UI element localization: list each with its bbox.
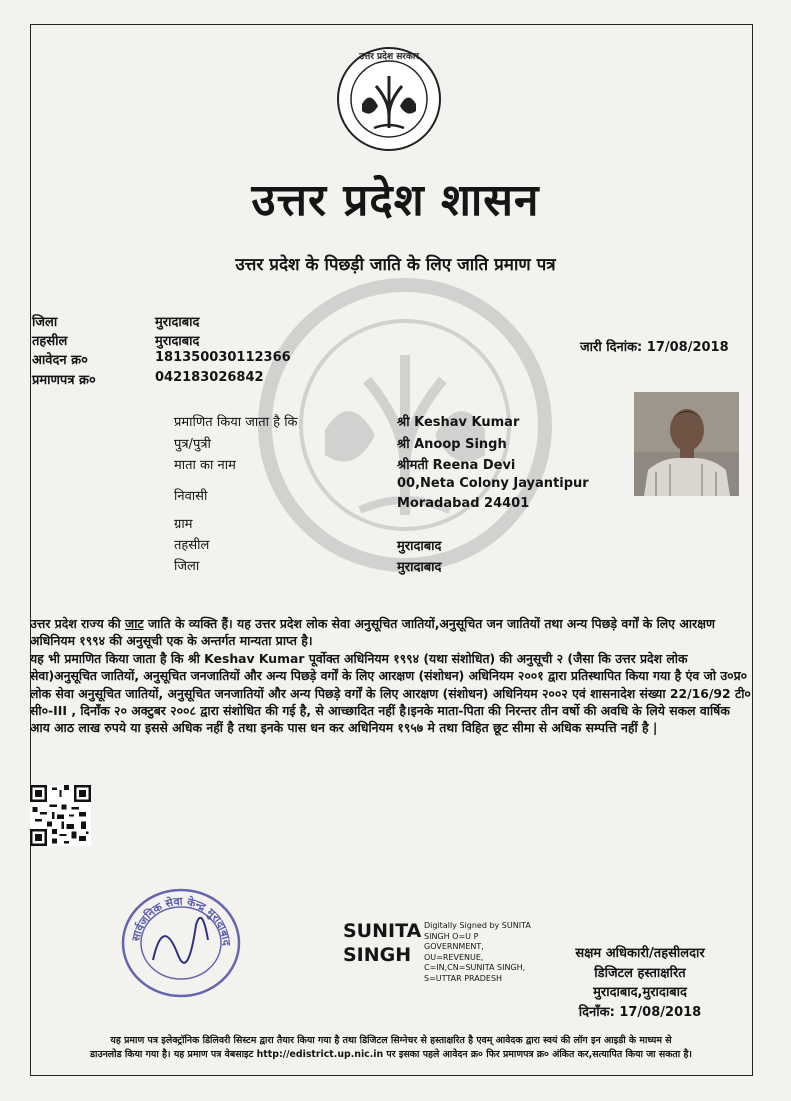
certified-label: प्रमाणित किया जाता है कि	[174, 415, 298, 430]
certificate-footer	[30, 1034, 752, 1062]
person-district-label: जिला	[174, 559, 200, 574]
qr-code	[30, 785, 91, 846]
district-value: मुरादाबाद	[155, 315, 200, 330]
digital-signature-name	[343, 919, 421, 967]
village-label: ग्राम	[174, 517, 193, 532]
caste-name: जाट	[125, 616, 144, 631]
body-p2-text-a: यह भी प्रमाणित किया जाता है कि	[30, 650, 188, 666]
district-label: जिला	[32, 315, 58, 330]
signature-detail-line: S=UTTAR PRADESH	[424, 973, 503, 983]
certificate-number-label: प्रमाणपत्र क्र०	[32, 373, 96, 388]
authority-digital-signed: डिजिटल हस्ताक्षरित	[594, 965, 686, 981]
signing-authority	[555, 944, 725, 1022]
mother-name: श्रीमती Reena Devi	[397, 458, 516, 473]
applicant-photo	[634, 392, 739, 496]
body-p1-text-b: जाति के व्यक्ति हैं। यह उत्तर प्रदेश लोक सेवा अनुसूचित जातियों,अनुसूचित जन जातियों तथा अन्य पिछड़े वर्गों के लिए आरक्षण अधिनियम १९९४ की अनुसूची एक के अन्तर्गत मान्यता प्राप्त है।	[30, 616, 715, 649]
person-name: श्री Keshav Kumar	[397, 415, 520, 430]
signature-detail-line: OU=REVENUE,	[424, 952, 484, 962]
child-of-label: पुत्र/पुत्री	[174, 437, 211, 452]
person-district-value: मुरादाबाद	[397, 560, 442, 575]
signer-first-name: SUNITA	[343, 920, 422, 942]
body-p1-text-a: उत्तर प्रदेश राज्य की	[30, 616, 126, 631]
address-line-2: Moradabad 24401	[397, 496, 530, 511]
signature-detail-line: Digitally Signed by SUNITA	[424, 921, 531, 930]
body-paragraph-2	[30, 650, 752, 737]
address-line-1: 00,Neta Colony Jayantipur	[397, 476, 589, 491]
signer-last-name: SINGH	[343, 944, 412, 966]
mother-label: माता का नाम	[174, 458, 236, 473]
certificate-subtitle: उत्तर प्रदेश के पिछड़ी जाति के लिए जाति प्रमाण पत्र	[235, 255, 556, 275]
certificate-body	[30, 615, 752, 737]
footer-line-2: डाउनलोड किया गया है। यह प्रमाण पत्र वेबसाइट http://edistrict.up.nic.in पर इसका पहले आवेदन क्र० फिर प्रमाणपत्र क्र० अंकित कर,सत्यापित किया जा सकता है।	[90, 1049, 692, 1060]
application-number-value: 181350030112366	[155, 350, 291, 365]
resident-label: निवासी	[174, 489, 208, 504]
digital-signature-details	[424, 921, 534, 984]
emblem-text: उत्तर प्रदेश सरकार	[359, 52, 419, 62]
seal-text: सार्वजनिक सेवा केन्द्र मुरादाबाद	[129, 894, 234, 947]
body-paragraph-1	[30, 615, 752, 650]
person-tehsil-value: मुरादाबाद	[397, 539, 442, 554]
body-p2-text-b: पूर्वोक्त अधिनियम १९९४ (यथा संशोधित) की अनुसूची २ (जैसा कि उत्तर प्रदेश लोक सेवा)अनुसूचित जातियों, अनुसूचित जनजातियों और अन्य पिछड़े वर्गों के लिए आरक्षण (संशोधन) अधिनियम २००१ द्वारा प्रतिस्थापित किया गया है एंव जो उ०प्र० लोक सेवा अनुसूचित जातियों, अनुसूचित जनजातियों और अन्य पिछड़े वर्गों के लिए आरक्षण (संशोधन) अधिनियम २००२ एवं शासनादेश संख्या 22/16/92 टी० सी०-III , दिनाँक २० अक्टुबर २००८ द्वारा संशोधित की गई है, से आच्छादित नहीं है।इनके माता-पिता की निरन्तर तीन वर्षो की अवधि के लिये सकल वार्षिक आय आठ लाख रुपये या इससे अधिक नहीं है तथा इनके पास धन कर अधिनियम १९५७ मे तथा विहित छूट सीमा से अधिक सम्पत्ति नहीं है |	[30, 650, 751, 736]
footer-line-1: यह प्रमाण पत्र इलेक्ट्रॉनिक डिलिवरी सिस्टम द्वारा तैयार किया गया है तथा डिजिटल सिग्नेचर से हस्ताक्षरित है एवम् आवेदक द्वारा स्वयं की लॉग इन आइडी के माध्यम से	[110, 1035, 672, 1046]
tehsil-value: मुरादाबाद	[155, 334, 200, 349]
signature-detail-line: C=IN,CN=SUNITA SINGH,	[424, 963, 526, 972]
application-number-label: आवेदन क्र०	[32, 353, 88, 368]
tehsil-label: तहसील	[32, 334, 68, 349]
signature-detail-line: SINGH O=U P	[424, 931, 479, 941]
issue-date: जारी दिनांक: 17/08/2018	[580, 340, 729, 355]
authority-date: दिनाँक: 17/08/2018	[578, 1004, 702, 1020]
state-emblem	[336, 46, 442, 152]
person-tehsil-label: तहसील	[174, 538, 210, 553]
father-name: श्री Anoop Singh	[397, 437, 507, 452]
signature-detail-line: GOVERNMENT,	[424, 942, 484, 951]
body-person-name: श्री Keshav Kumar	[187, 650, 305, 666]
page-title: उत्तर प्रदेश शासन	[251, 175, 540, 226]
authority-location: मुरादाबाद,मुरादाबाद	[593, 985, 687, 1000]
certificate-number-value: 042183026842	[155, 370, 264, 385]
official-seal	[118, 885, 244, 999]
authority-designation: सक्षम अधिकारी/तहसीलदार	[575, 946, 705, 961]
